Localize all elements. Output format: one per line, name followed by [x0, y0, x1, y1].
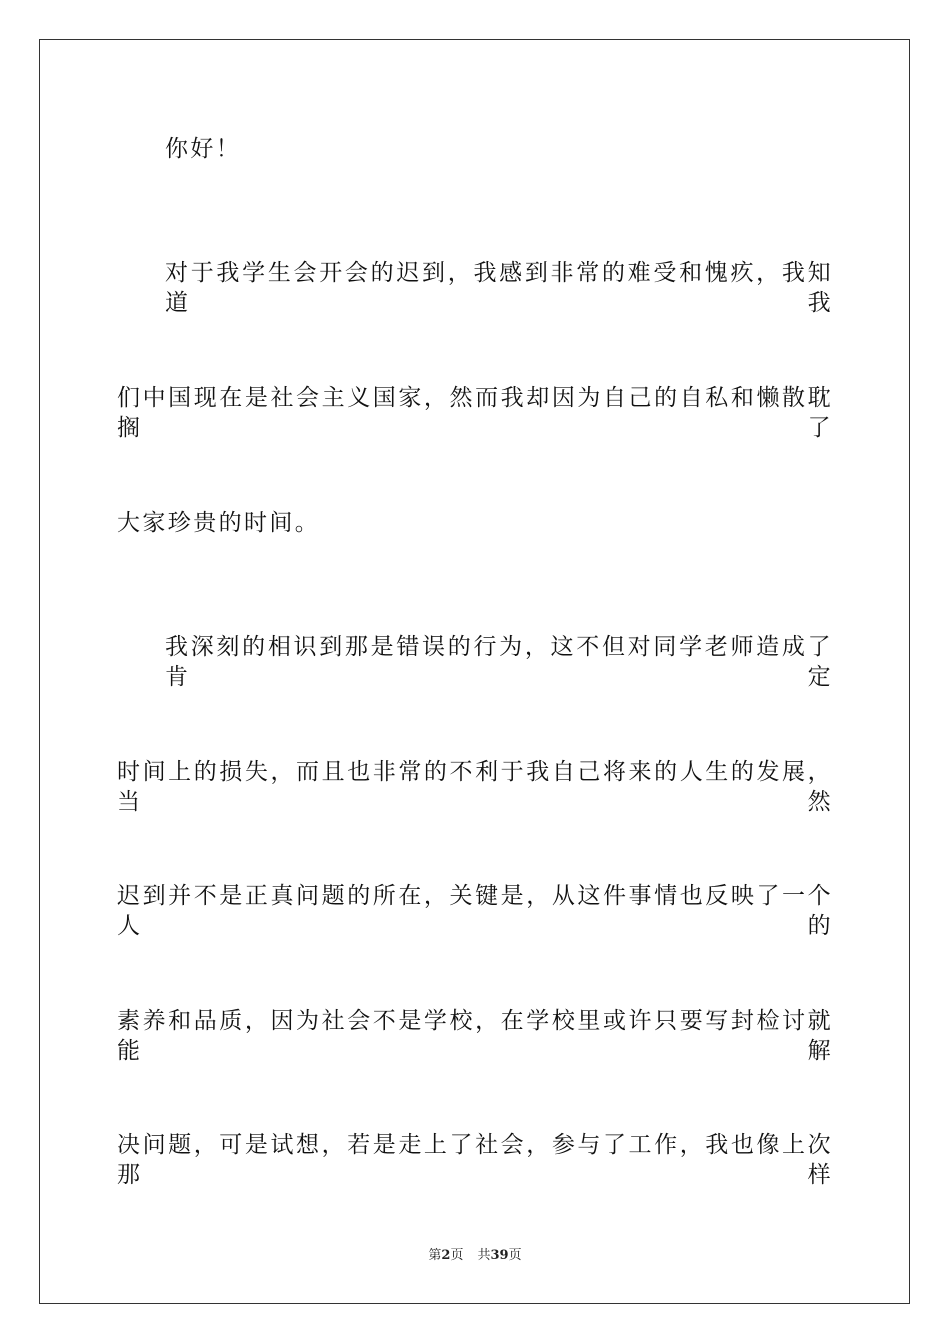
- paragraph-line: 决问题，可是试想，若是走上了社会，参与了工作，我也像上次那样: [117, 1132, 833, 1188]
- greeting-line: 你好！: [165, 136, 242, 162]
- paragraph-line: 时间上的损失，而且也非常的不利于我自己将来的人生的发展，当然: [117, 759, 833, 815]
- page-footer: [0, 1247, 950, 1265]
- total-prefix: 共: [477, 1248, 491, 1263]
- page-number: 2: [441, 1248, 451, 1263]
- paragraph-line: 我深刻的相识到那是错误的行为，这不但对同学老师造成了肯定: [165, 634, 833, 690]
- page-suffix: 页: [450, 1248, 464, 1263]
- paragraph-line: 大家珍贵的时间。: [117, 510, 321, 536]
- paragraph-line: 对于我学生会开会的迟到，我感到非常的难受和愧疚，我知道我: [165, 260, 833, 316]
- total-suffix: 页: [508, 1248, 522, 1263]
- page-prefix: 第: [428, 1248, 442, 1263]
- paragraph-line: 素养和品质，因为社会不是学校，在学校里或许只要写封检讨就能解: [117, 1008, 833, 1064]
- paragraph-line: 们中国现在是社会主义国家，然而我却因为自己的自私和懒散耽搁了: [117, 385, 833, 441]
- total-pages: 39: [490, 1248, 509, 1263]
- paragraph-line: 迟到并不是正真问题的所在，关键是，从这件事情也反映了一个人的: [117, 883, 833, 939]
